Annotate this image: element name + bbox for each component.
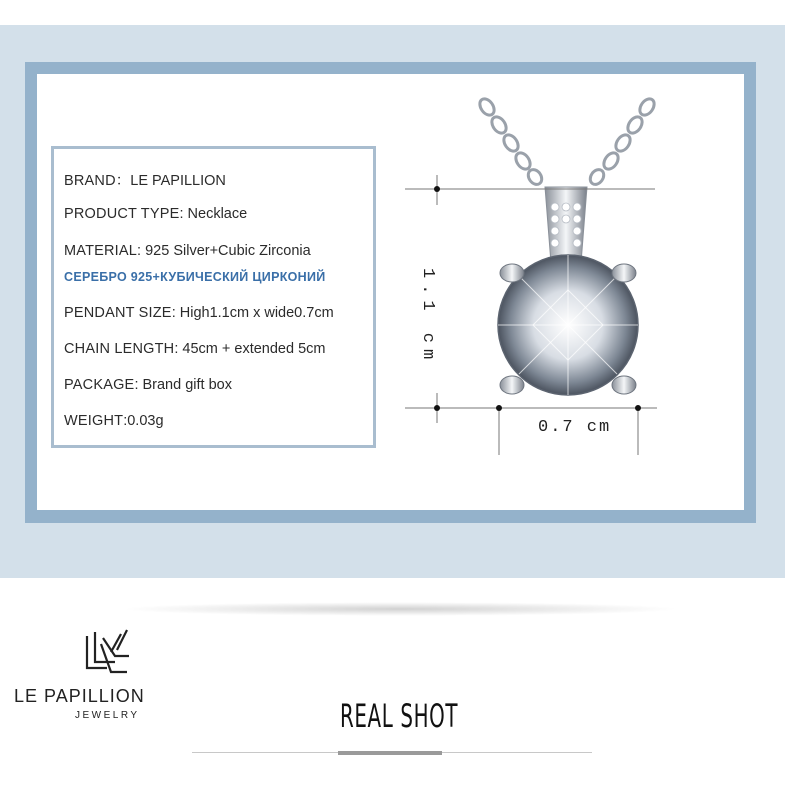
spec-chain-value: : 45cm + extended 5cm	[174, 341, 326, 357]
butterfly-logo-icon	[55, 628, 195, 723]
chain-left	[477, 96, 545, 187]
brand-name: LE PAPILLION	[14, 686, 145, 706]
spec-material-russian: СЕРЕБРО 925+КУБИЧЕСКИЙ ЦИРКОНИЙ	[64, 270, 326, 284]
spec-pendant-size	[64, 305, 334, 321]
real-shot-title: REAL SHOT	[340, 697, 459, 735]
chain-right	[587, 96, 657, 187]
spec-material	[64, 243, 311, 259]
pendant-bail	[545, 187, 587, 263]
spec-package-label: PACKAGE	[64, 377, 135, 393]
spec-pendant-value: : High1.1cm x wide0.7cm	[171, 305, 334, 321]
spec-material-label: MATERIAL	[64, 243, 138, 259]
height-dimension-label: 1.1 cm	[418, 268, 437, 366]
spec-type-value: : Necklace	[179, 206, 248, 222]
spec-weight-value: :0.03g	[123, 413, 164, 429]
spec-type-label: PRODUCT TYPE	[64, 206, 180, 222]
spec-brand-label: BRAND	[64, 173, 116, 189]
spec-box	[51, 146, 376, 448]
spec-weight-label: WEIGHT	[64, 413, 124, 429]
spec-package	[64, 377, 232, 393]
spec-material-value: : 925 Silver+Cubic Zirconia	[137, 243, 311, 259]
divider-shadow	[120, 602, 680, 616]
spec-brand-value: LE PAPILLION	[130, 173, 226, 189]
spec-product-type	[64, 206, 247, 222]
pendant-illustration	[395, 95, 685, 455]
spec-pendant-label: PENDANT SIZE	[64, 305, 172, 321]
title-underline-accent	[338, 751, 442, 755]
spec-package-value: : Brand gift box	[134, 377, 232, 393]
brand-subtitle: JEWELRY	[75, 710, 140, 721]
spec-brand-sep: ：	[115, 173, 131, 189]
spec-chain-length	[64, 341, 325, 357]
spec-brand	[64, 169, 226, 190]
spec-chain-label: CHAIN LENGTH	[64, 341, 175, 357]
spec-weight	[64, 413, 164, 429]
width-dimension-label: 0.7 cm	[538, 418, 612, 437]
